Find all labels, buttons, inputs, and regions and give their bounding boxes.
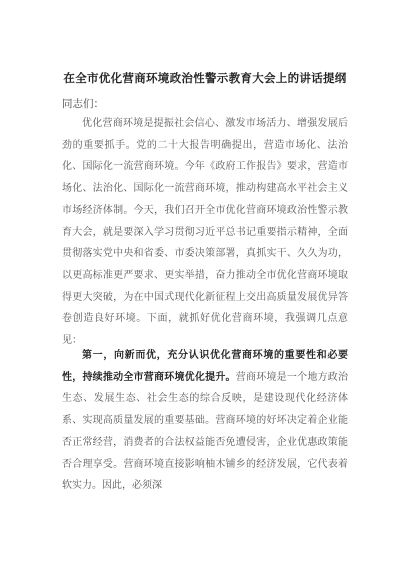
- paragraph-intro: [62, 113, 348, 353]
- salutation: 同志们：: [62, 98, 104, 110]
- section-body-text: 营商环境是一个地方政治生态、发展生态、社会生态的综合反映，是建设现代化经济体系、实现高质量发展的重要基础。营商环境的好坏决定着企业能否正常经营，消费者的合法权益能否免遭侵害，企业优惠政策能否合理享受。营商环境直接影响柚木铺乡的经济发展，它代表着软实力。因此，必须深: [62, 371, 348, 492]
- paragraph-section-one: [62, 345, 348, 580]
- document-title: 在全市优化营商环境政治性警示教育大会上的讲话提纲: [63, 71, 347, 85]
- section-heading: 第一，向新而优，充分认识优化营商环境的重要性和必要性，持续推动全市营商环境优化提升。: [62, 350, 348, 383]
- paragraph-intro-text: 优化营商环境是提振社会信心、激发市场活力、增强发展后劲的重要抓手。党的二十大报告明确提出，营造市场化、法治化、国际化一流营商环境。今年《政府工作报告》要求，营造市场化、法治化、国际化一流营商环境，推动构建高水平社会主义市场经济体制。今天，我们召开全市优化营商环境政治性警示教育大会，就是要深入学习贯彻习近平总书记重要指示精神，全面贯彻落实党中央和省委、市委决策部署，真抓实干、久久为功，以更高标准更严要求、更实举措，奋力推动全市优化营商环境取得更大突破，为在中国式现代化新征程上交出高质量发展优异答卷创造良好环境。下面，就抓好优化营商环境，我强调几点意见：: [62, 118, 348, 347]
